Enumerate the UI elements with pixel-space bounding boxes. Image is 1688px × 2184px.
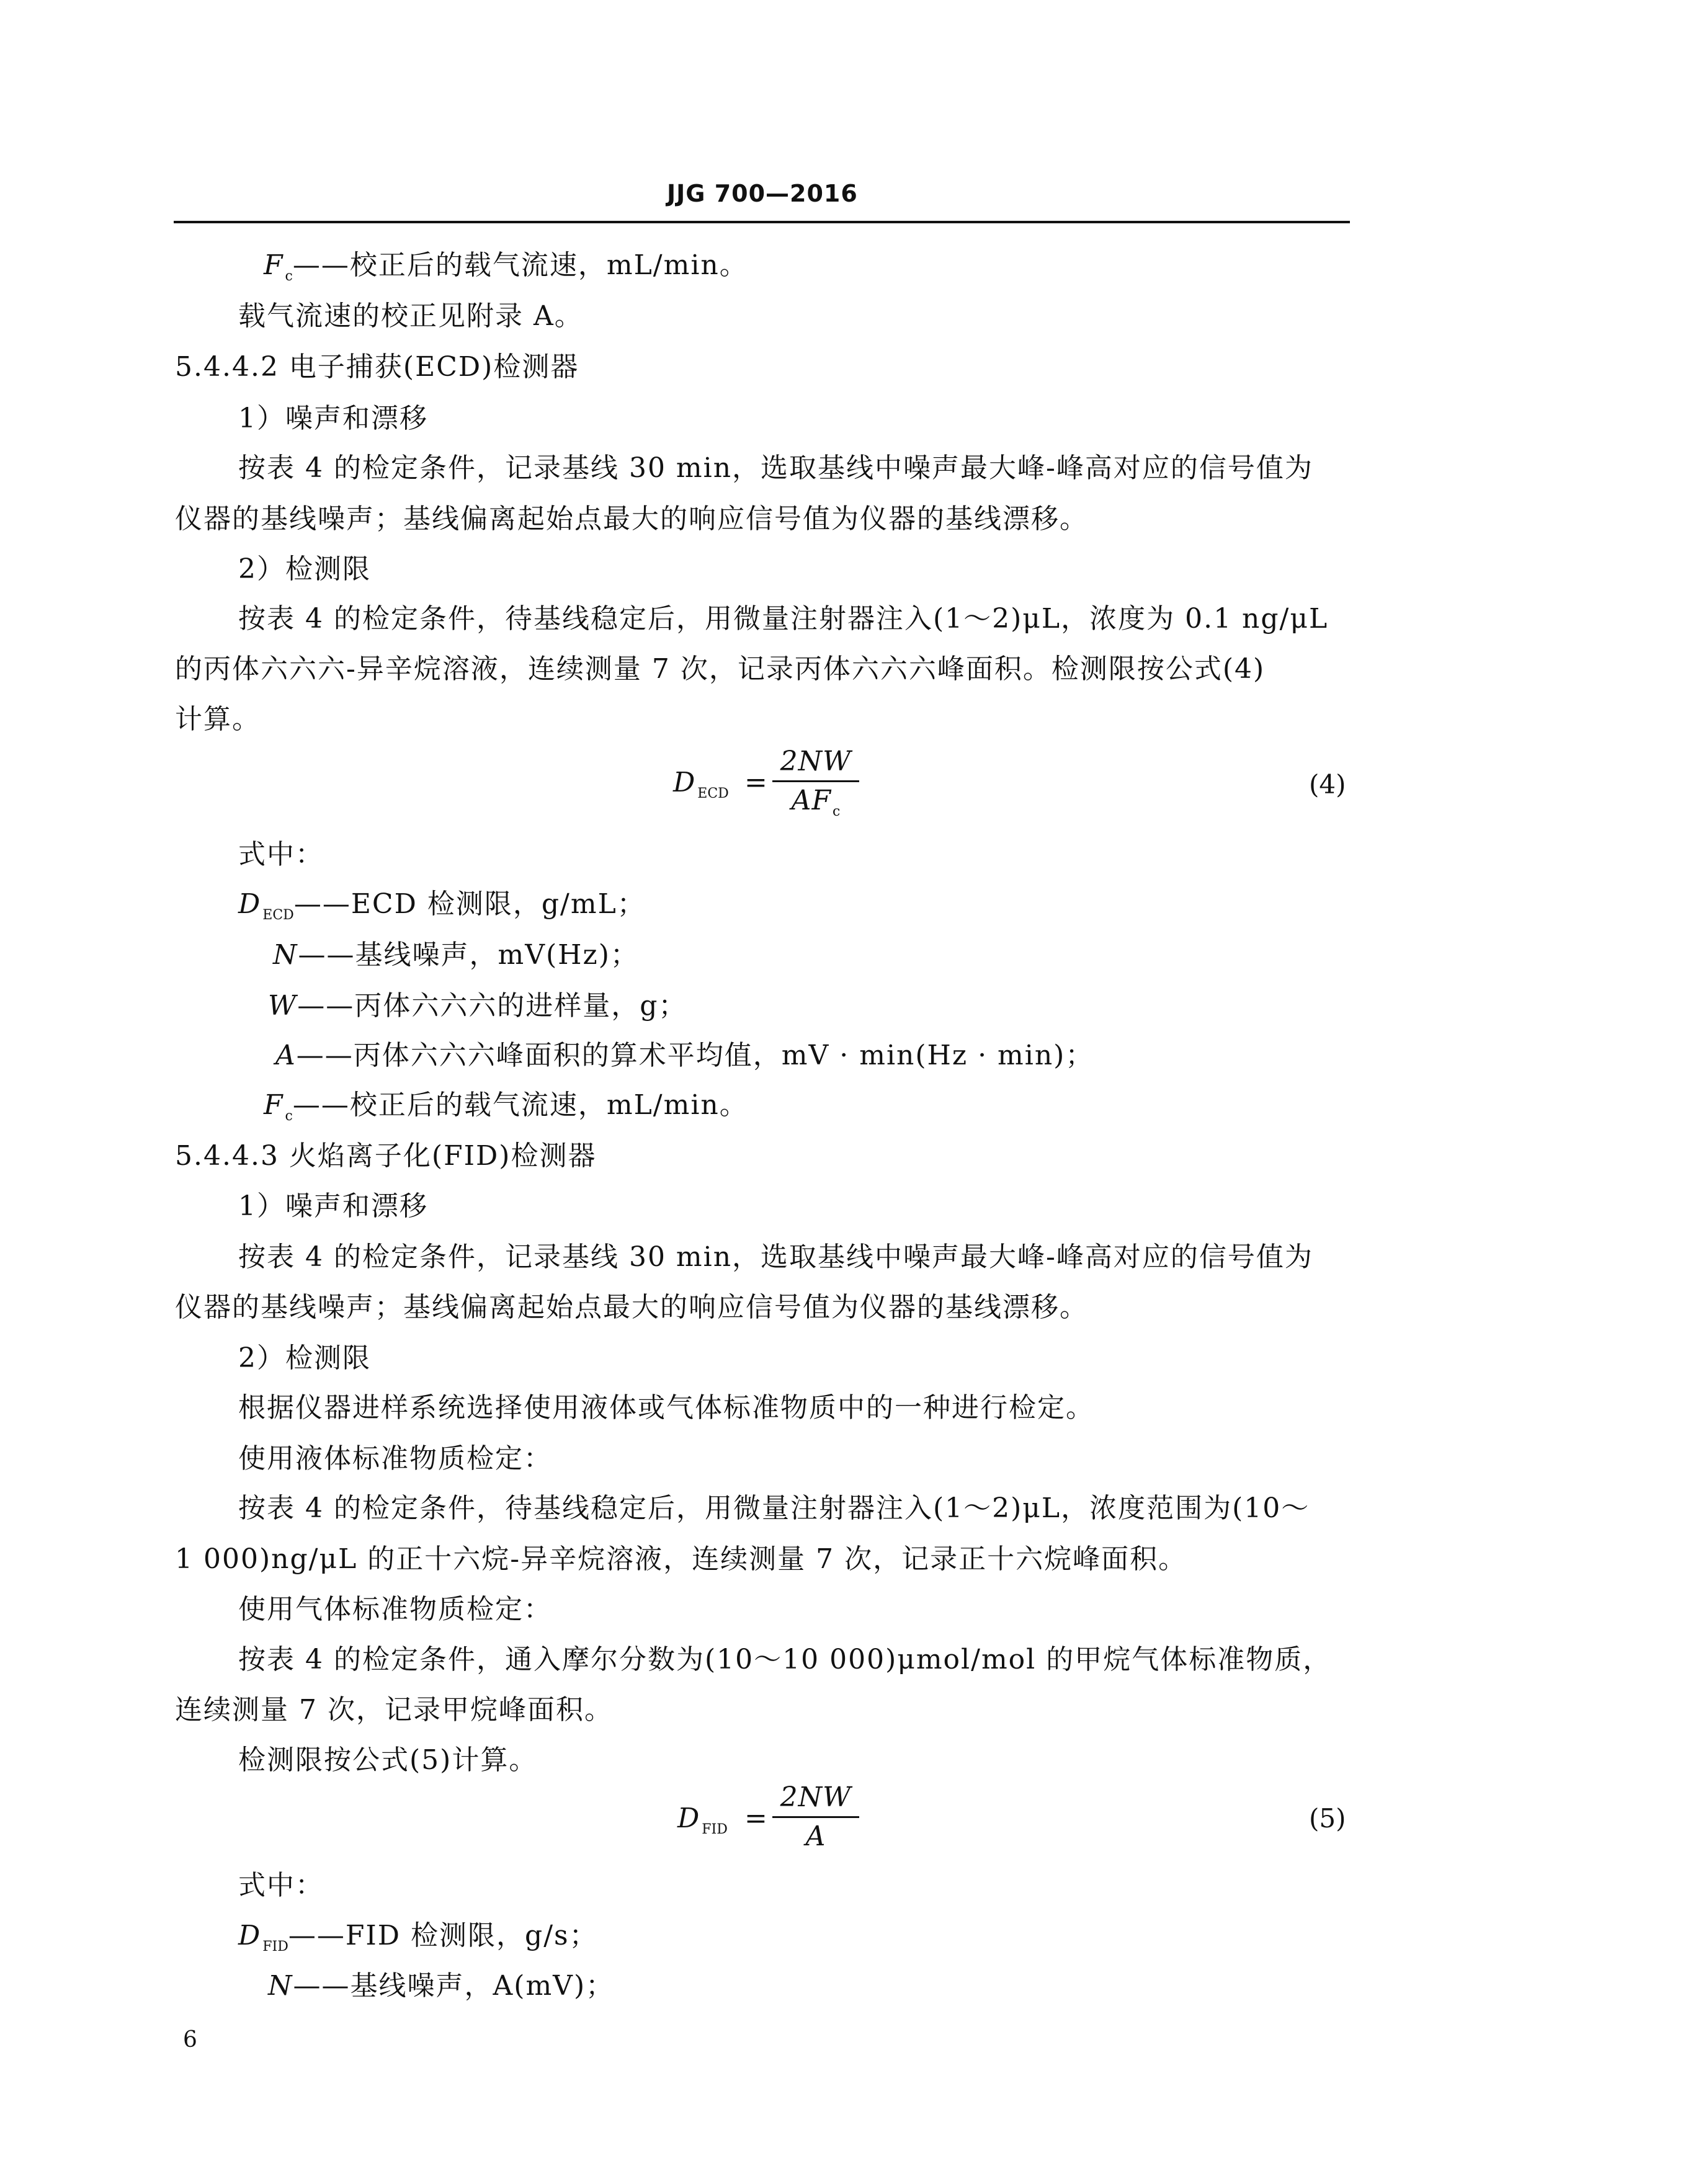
formula-4-lhs (673, 764, 729, 813)
symbol-subscript: FID (262, 1939, 288, 1954)
paragraph: 1 000)ng/μL 的正十六烷-异辛烷溶液，连续测量 7 次，记录正十六烷峰面积。 (175, 1543, 1187, 1575)
symbol: D (238, 888, 262, 920)
paragraph: 式中： (238, 839, 324, 870)
paragraph: 连续测量 7 次，记录甲烷峰面积。 (175, 1694, 613, 1726)
subsection-heading: 2）检测限 (238, 1342, 371, 1374)
formula-symbol: D (673, 767, 697, 798)
symbol: D (238, 1920, 262, 1951)
definition-text: ——丙体六六六的进样量，g； (297, 990, 687, 1022)
running-header: JJG 700—2016 (667, 180, 858, 207)
numerator: 2NW (780, 746, 852, 777)
denominator (772, 783, 859, 829)
paragraph: 按表 4 的检定条件，通入摩尔分数为(10～10 000)μmol/mol 的甲烷气体标准物质， (238, 1644, 1332, 1675)
symbol: N (268, 1970, 293, 2002)
section-heading: 5.4.4.2 电子捕获(ECD)检测器 (175, 351, 579, 383)
paragraph: 使用液体标准物质检定： (238, 1443, 552, 1474)
definition-a (275, 1037, 1094, 1074)
header-rule (174, 221, 1350, 223)
section-heading: 5.4.4.3 火焰离子化(FID)检测器 (175, 1140, 597, 1172)
paragraph: 检测限按公式(5)计算。 (238, 1744, 538, 1776)
numerator: 2NW (780, 1781, 852, 1813)
definition-n (273, 937, 639, 974)
formula-4-fraction (772, 744, 859, 829)
formula-5-equals: = (744, 1803, 769, 1834)
definition-dfid (238, 1917, 598, 1966)
paragraph: 仪器的基线噪声；基线偏离起始点最大的响应信号值为仪器的基线漂移。 (175, 503, 1088, 535)
paragraph: 仪器的基线噪声；基线偏离起始点最大的响应信号值为仪器的基线漂移。 (175, 1291, 1088, 1323)
denominator-text: AF (791, 785, 831, 816)
paragraph: 按表 4 的检定条件，记录基线 30 min，选取基线中噪声最大峰-峰高对应的信号值为 (238, 1241, 1313, 1273)
symbol-subscript: ECD (262, 907, 294, 923)
symbol: F (264, 1089, 284, 1121)
formula-4-equals: = (744, 767, 769, 798)
symbol: A (275, 1040, 297, 1071)
formula-5-fraction (772, 1780, 859, 1854)
formula-symbol: D (677, 1803, 701, 1834)
symbol: F (264, 249, 284, 281)
paragraph: 根据仪器进样系统选择使用液体或气体标准物质中的一种进行检定。 (238, 1392, 1094, 1424)
definition-w (268, 987, 687, 1025)
paragraph: 使用气体标准物质检定： (238, 1593, 552, 1625)
definition-text: ——基线噪声，mV(Hz)； (298, 939, 639, 971)
subsection-heading: 1）噪声和漂移 (238, 403, 428, 434)
definition-fc (264, 1087, 748, 1135)
paragraph: 按表 4 的检定条件，待基线稳定后，用微量注射器注入(1～2)μL，浓度为 0.1 ng/μL (238, 603, 1329, 635)
symbol-subscript: c (285, 269, 293, 284)
definition-text: ——丙体六六六峰面积的算术平均值，mV · min(Hz · min)； (296, 1040, 1094, 1071)
definition-decd (238, 886, 646, 934)
denominator: A (805, 1821, 826, 1852)
paragraph: 按表 4 的检定条件，待基线稳定后，用微量注射器注入(1～2)μL，浓度范围为(10～ (238, 1492, 1310, 1524)
subsection-heading: 1）噪声和漂移 (238, 1190, 428, 1222)
formula-subscript: ECD (697, 786, 729, 801)
subsection-heading: 2）检测限 (238, 553, 371, 585)
equation-number-4: (4) (1309, 769, 1346, 800)
formula-subscript: FID (702, 1822, 728, 1837)
fraction-bar (772, 780, 859, 782)
paragraph: 按表 4 的检定条件，记录基线 30 min，选取基线中噪声最大峰-峰高对应的信号值为 (238, 452, 1313, 484)
definition-text: ——ECD 检测限，g/mL； (293, 888, 646, 920)
definition-text: ——FID 检测限，g/s； (288, 1920, 598, 1951)
symbol-subscript: c (285, 1108, 293, 1124)
definition-text: ——基线噪声，A(mV)； (293, 1970, 615, 2002)
definition-fc (264, 247, 748, 295)
paragraph: 计算。 (175, 703, 261, 735)
formula-5-lhs (677, 1800, 728, 1848)
paragraph: 的丙体六六六-异辛烷溶液，连续测量 7 次，记录丙体六六六峰面积。检测限按公式(4) (175, 653, 1266, 685)
definition-text: ——校正后的载气流速，mL/min。 (292, 1089, 748, 1121)
paragraph: 载气流速的校正见附录 A。 (238, 300, 583, 332)
fraction-bar (772, 1816, 859, 1818)
definition-text: ——校正后的载气流速，mL/min。 (292, 249, 748, 281)
paragraph: 式中： (238, 1870, 324, 1901)
definition-n (268, 1968, 614, 2005)
page-number: 6 (183, 2027, 197, 2053)
symbol: N (273, 939, 298, 971)
denominator-subscript: c (832, 804, 841, 819)
equation-number-5: (5) (1309, 1803, 1346, 1834)
symbol: W (268, 990, 298, 1022)
